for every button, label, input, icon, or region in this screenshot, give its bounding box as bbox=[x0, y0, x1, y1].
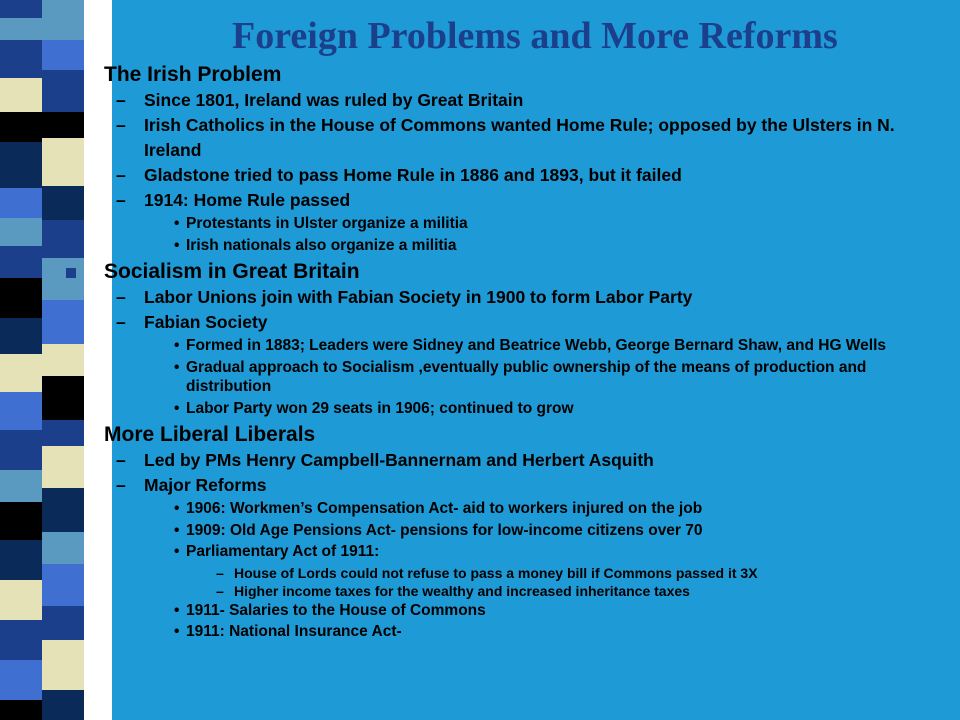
list-item bbox=[66, 473, 946, 498]
stripe-block bbox=[42, 640, 84, 690]
list-item bbox=[66, 310, 946, 335]
list-item-text: 1914: Home Rule passed bbox=[144, 190, 351, 210]
dash-bullet-icon: – bbox=[216, 564, 224, 581]
sub-list-item-text: 1909: Old Age Pensions Act- pensions for low-income citizens over 70 bbox=[186, 521, 703, 539]
dot-bullet-icon: • bbox=[174, 399, 180, 417]
sub-list-item-text: 1911: National Insurance Act- bbox=[186, 623, 402, 640]
stripe-block bbox=[0, 246, 42, 278]
sub-sub-list-item bbox=[66, 564, 946, 582]
list-item-text: Led by PMs Henry Campbell-Bannernam and Herbert Asquith bbox=[144, 450, 654, 470]
dash-bullet-icon: – bbox=[116, 165, 126, 185]
dot-bullet-icon: • bbox=[174, 521, 180, 539]
stripe-block bbox=[0, 188, 42, 218]
list-item bbox=[66, 113, 946, 163]
list-item bbox=[66, 448, 946, 473]
sub-list-item-text: Gradual approach to Socialism ,eventually public ownership of the means of production and distribution bbox=[186, 358, 867, 395]
list-item-text: Since 1801, Ireland was ruled by Great Britain bbox=[144, 90, 524, 110]
dot-bullet-icon: • bbox=[174, 358, 180, 376]
list-item-text: Fabian Society bbox=[144, 312, 268, 332]
square-bullet-icon bbox=[66, 268, 76, 278]
stripe-block bbox=[0, 392, 42, 430]
stripe-block bbox=[0, 660, 42, 700]
stripe-block bbox=[0, 112, 42, 142]
dash-bullet-icon: – bbox=[116, 450, 126, 470]
sub-list-item bbox=[66, 601, 946, 621]
stripe-block bbox=[0, 620, 42, 660]
list-item-text: Labor Unions join with Fabian Society in 1900 to form Labor Party bbox=[144, 287, 693, 307]
dash-bullet-icon: – bbox=[116, 190, 126, 210]
stripe-block bbox=[0, 540, 42, 580]
section-heading-text: More Liberal Liberals bbox=[104, 423, 316, 446]
section-heading bbox=[66, 62, 946, 88]
stripe-block bbox=[0, 218, 42, 246]
slide-content bbox=[66, 62, 946, 644]
stripe-block bbox=[0, 40, 42, 78]
section-heading-text: The Irish Problem bbox=[104, 63, 282, 86]
list-item bbox=[66, 285, 946, 310]
dash-bullet-icon: – bbox=[116, 312, 126, 332]
stripe-block bbox=[0, 0, 42, 18]
sub-sub-list-item-text: House of Lords could not refuse to pass a money bill if Commons passed it 3X bbox=[234, 564, 758, 581]
list-item bbox=[66, 88, 946, 113]
stripe-block bbox=[0, 278, 42, 318]
stripe-block bbox=[0, 18, 42, 40]
dot-bullet-icon: • bbox=[174, 236, 180, 254]
section-heading-text: Socialism in Great Britain bbox=[104, 260, 360, 283]
sub-list-item bbox=[66, 521, 946, 541]
sub-list-item bbox=[66, 336, 946, 356]
dot-bullet-icon: • bbox=[174, 215, 180, 232]
sub-list-item-text: Parliamentary Act of 1911: bbox=[186, 543, 380, 560]
square-bullet-icon bbox=[66, 431, 76, 441]
stripe-block bbox=[0, 700, 42, 720]
stripe-block bbox=[0, 430, 42, 470]
sub-list-item-text: 1911- Salaries to the House of Commons bbox=[186, 601, 486, 619]
stripe-block bbox=[42, 690, 84, 720]
dot-bullet-icon: • bbox=[174, 337, 180, 354]
stripe-block bbox=[0, 470, 42, 502]
sub-list-item bbox=[66, 214, 946, 234]
list-item-text: Major Reforms bbox=[144, 475, 267, 495]
sub-list-item bbox=[66, 399, 946, 419]
list-item bbox=[66, 163, 946, 188]
dash-bullet-icon: – bbox=[116, 287, 126, 307]
sub-list-item-text: Irish nationals also organize a militia bbox=[186, 236, 457, 254]
sub-list-item-text: Formed in 1883; Leaders were Sidney and Beatrice Webb, George Bernard Shaw, and HG Wells bbox=[186, 337, 887, 354]
dash-bullet-icon: – bbox=[116, 475, 126, 495]
sub-sub-list-item-text: Higher income taxes for the wealthy and increased inheritance taxes bbox=[234, 582, 690, 599]
slide-title: Foreign Problems and More Reforms bbox=[232, 15, 838, 57]
dot-bullet-icon: • bbox=[174, 623, 180, 640]
sub-list-item-text: Labor Party won 29 seats in 1906; continued to grow bbox=[186, 399, 574, 417]
dot-bullet-icon: • bbox=[174, 601, 180, 619]
sub-list-item-text: Protestants in Ulster organize a militia bbox=[186, 215, 468, 232]
sub-list-item bbox=[66, 236, 946, 256]
list-item bbox=[66, 188, 946, 213]
stripe-block bbox=[0, 78, 42, 112]
stripe-block bbox=[42, 0, 84, 40]
stripe-block bbox=[0, 502, 42, 540]
stripe-block bbox=[0, 142, 42, 188]
stripe-block bbox=[0, 580, 42, 620]
dash-bullet-icon: – bbox=[116, 115, 126, 135]
square-bullet-icon bbox=[66, 71, 76, 81]
stripe-block bbox=[0, 354, 42, 392]
sub-list-item bbox=[66, 499, 946, 519]
dash-bullet-icon: – bbox=[216, 582, 224, 599]
sub-list-item bbox=[66, 542, 946, 562]
dash-bullet-icon: – bbox=[116, 90, 126, 110]
list-item-text: Gladstone tried to pass Home Rule in 1886 and 1893, but it failed bbox=[144, 165, 682, 185]
sub-list-item bbox=[66, 358, 946, 397]
sub-sub-list-item bbox=[66, 582, 946, 600]
section-heading bbox=[66, 422, 946, 448]
stripe-block bbox=[0, 318, 42, 354]
section-heading bbox=[66, 259, 946, 285]
dot-bullet-icon: • bbox=[174, 543, 180, 560]
dot-bullet-icon: • bbox=[174, 500, 180, 517]
sub-list-item bbox=[66, 622, 946, 642]
list-item-text: Irish Catholics in the House of Commons wanted Home Rule; opposed by the Ulsters in N. Ireland bbox=[144, 115, 895, 160]
sub-list-item-text: 1906: Workmen’s Compensation Act- aid to workers injured on the job bbox=[186, 500, 703, 517]
